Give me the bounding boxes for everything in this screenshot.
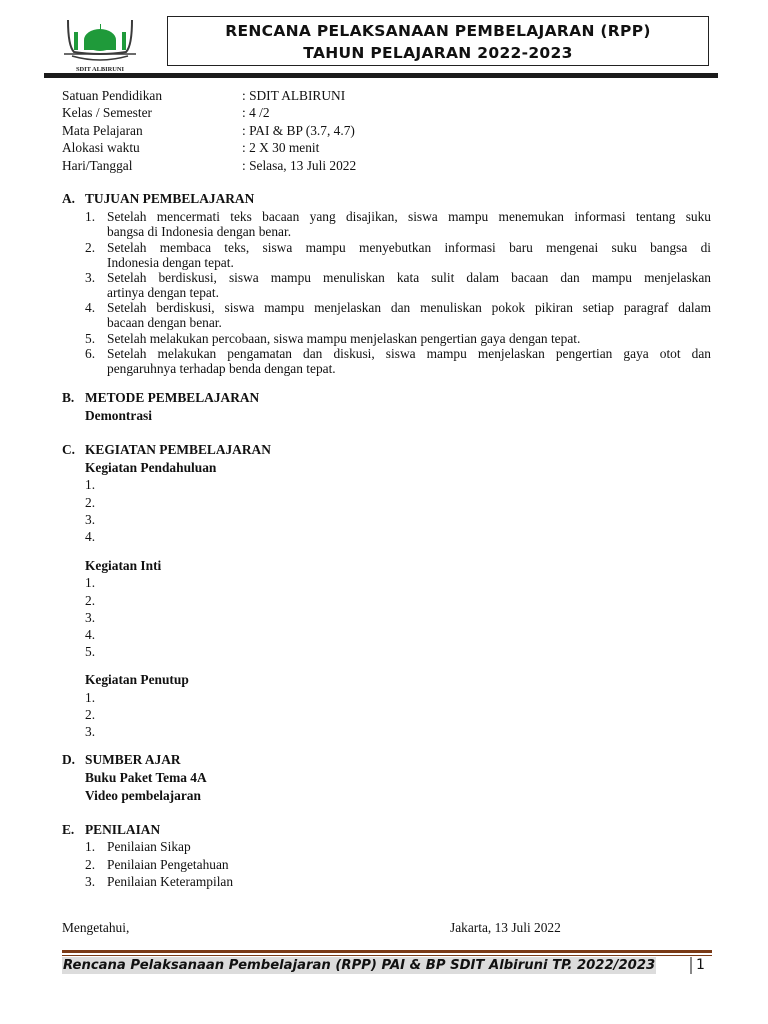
objective-number: 2. [85,239,96,255]
activity-number: 1. [85,477,96,492]
footer-divider-thin [62,955,712,956]
activity-penutup-title: Kegiatan Penutup [85,672,189,687]
activity-number: 1. [85,575,96,590]
section-d-letter: D. [62,752,76,767]
objective-number: 4. [85,300,96,315]
assessment-text: Penilaian Sikap [107,839,191,854]
activity-number: 2. [85,592,96,608]
identity-value: : 4 /2 [242,105,270,120]
assessment-number: 3. [85,874,96,889]
objective-number: 1. [85,209,96,224]
footer-text: Rencana Pelaksanaan Pembelajaran (RPP) PAI & BP SDIT Albiruni TP. 2022/2023 [63,958,656,973]
identity-value: : SDIT ALBIRUNI [242,88,346,103]
objective-text: artinya dengan tepat. [107,285,219,300]
activity-number: 2. [85,494,96,510]
activity-number: 1. [85,689,96,705]
objective-text: pengaruhnya terhadap benda dengan tepat. [107,361,336,376]
document-title-box [167,16,709,66]
page-number: 1 [696,957,705,973]
section-a-letter: A. [62,191,76,206]
activity-number: 2. [85,707,96,722]
section-c-title: KEGIATAN PEMBELAJARAN [85,442,271,457]
objective-text: Setelah berdiskusi, siswa mampu menuliskan kata sulit dalam bacaan dan mampu menjelaskan [107,269,711,285]
document-title: RENCANA PELAKSANAAN PEMBELAJARAN (RPP) [225,22,651,40]
section-c-letter: C. [62,442,76,457]
objective-text: bangsa di Indonesia dengan benar. [107,224,292,239]
activity-number: 5. [85,644,96,659]
objective-number: 6. [85,346,96,361]
school-logo [60,16,140,74]
identity-value: : PAI & BP (3.7, 4.7) [242,122,355,138]
objective-text: Setelah melakukan pengamatan dan diskusi, siswa mampu menjelaskan pengertian gaya otot dan [107,346,711,361]
logo-text: SDIT ALBIRUNI [75,66,125,73]
identity-label: Satuan Pendidikan [62,88,163,103]
document-year: TAHUN PELAJARAN 2022-2023 [303,44,573,62]
signature-place-date: Jakarta, 13 Juli 2022 [450,919,561,935]
header-divider [44,73,718,78]
section-d-title: SUMBER AJAR [85,752,181,767]
activity-number: 4. [85,529,96,544]
section-a-title: TUJUAN PEMBELAJARAN [85,191,255,206]
method-value: Demontrasi [85,408,152,423]
assessment-text: Penilaian Keterampilan [107,874,234,889]
activity-number: 4. [85,627,96,642]
signature-left: Mengetahui, [62,919,130,935]
identity-value: : Selasa, 13 Juli 2022 [242,157,357,173]
objective-text: Setelah membaca teks, siswa mampu menyebutkan informasi baru mengenai suku bangsa di [107,239,711,255]
assessment-text: Penilaian Pengetahuan [107,856,229,872]
objective-text: Setelah berdiskusi, siswa mampu menjelaskan dan menuliskan pokok pikiran setiap paragraf dalam [107,300,711,315]
identity-label: Mata Pelajaran [62,122,143,138]
identity-label: Hari/Tanggal [62,157,133,173]
identity-value: : 2 X 30 menit [242,140,320,155]
section-b-letter: B. [62,390,75,405]
identity-label: Kelas / Semester [62,105,152,120]
activity-pendahuluan-title: Kegiatan Pendahuluan [85,460,217,475]
source-item: Video pembelajaran [85,788,201,803]
source-item: Buku Paket Tema 4A [85,770,207,785]
objective-number: 5. [85,330,96,346]
objective-text: Setelah mencermati teks bacaan yang disajikan, siswa mampu menemukan informasi tentang suku [107,209,711,224]
section-b-title: METODE PEMBELAJARAN [85,390,260,405]
identity-label: Alokasi waktu [62,140,140,155]
objective-text: bacaan dengan benar. [107,315,222,330]
activity-number: 3. [85,512,96,527]
assessment-number: 1. [85,839,96,854]
objective-text: Indonesia dengan tepat. [107,254,234,270]
assessment-number: 2. [85,856,96,872]
activity-inti-title: Kegiatan Inti [85,557,162,573]
footer-divider-thick [62,950,712,953]
activity-number: 3. [85,609,96,625]
objective-text: Setelah melakukan percobaan, siswa mampu menjelaskan pengertian gaya dengan tepat. [107,330,581,346]
objective-number: 3. [85,269,96,285]
activity-number: 3. [85,724,96,739]
section-e-title: PENILAIAN [85,821,161,837]
footer-separator [690,957,692,974]
section-e-letter: E. [62,821,75,837]
